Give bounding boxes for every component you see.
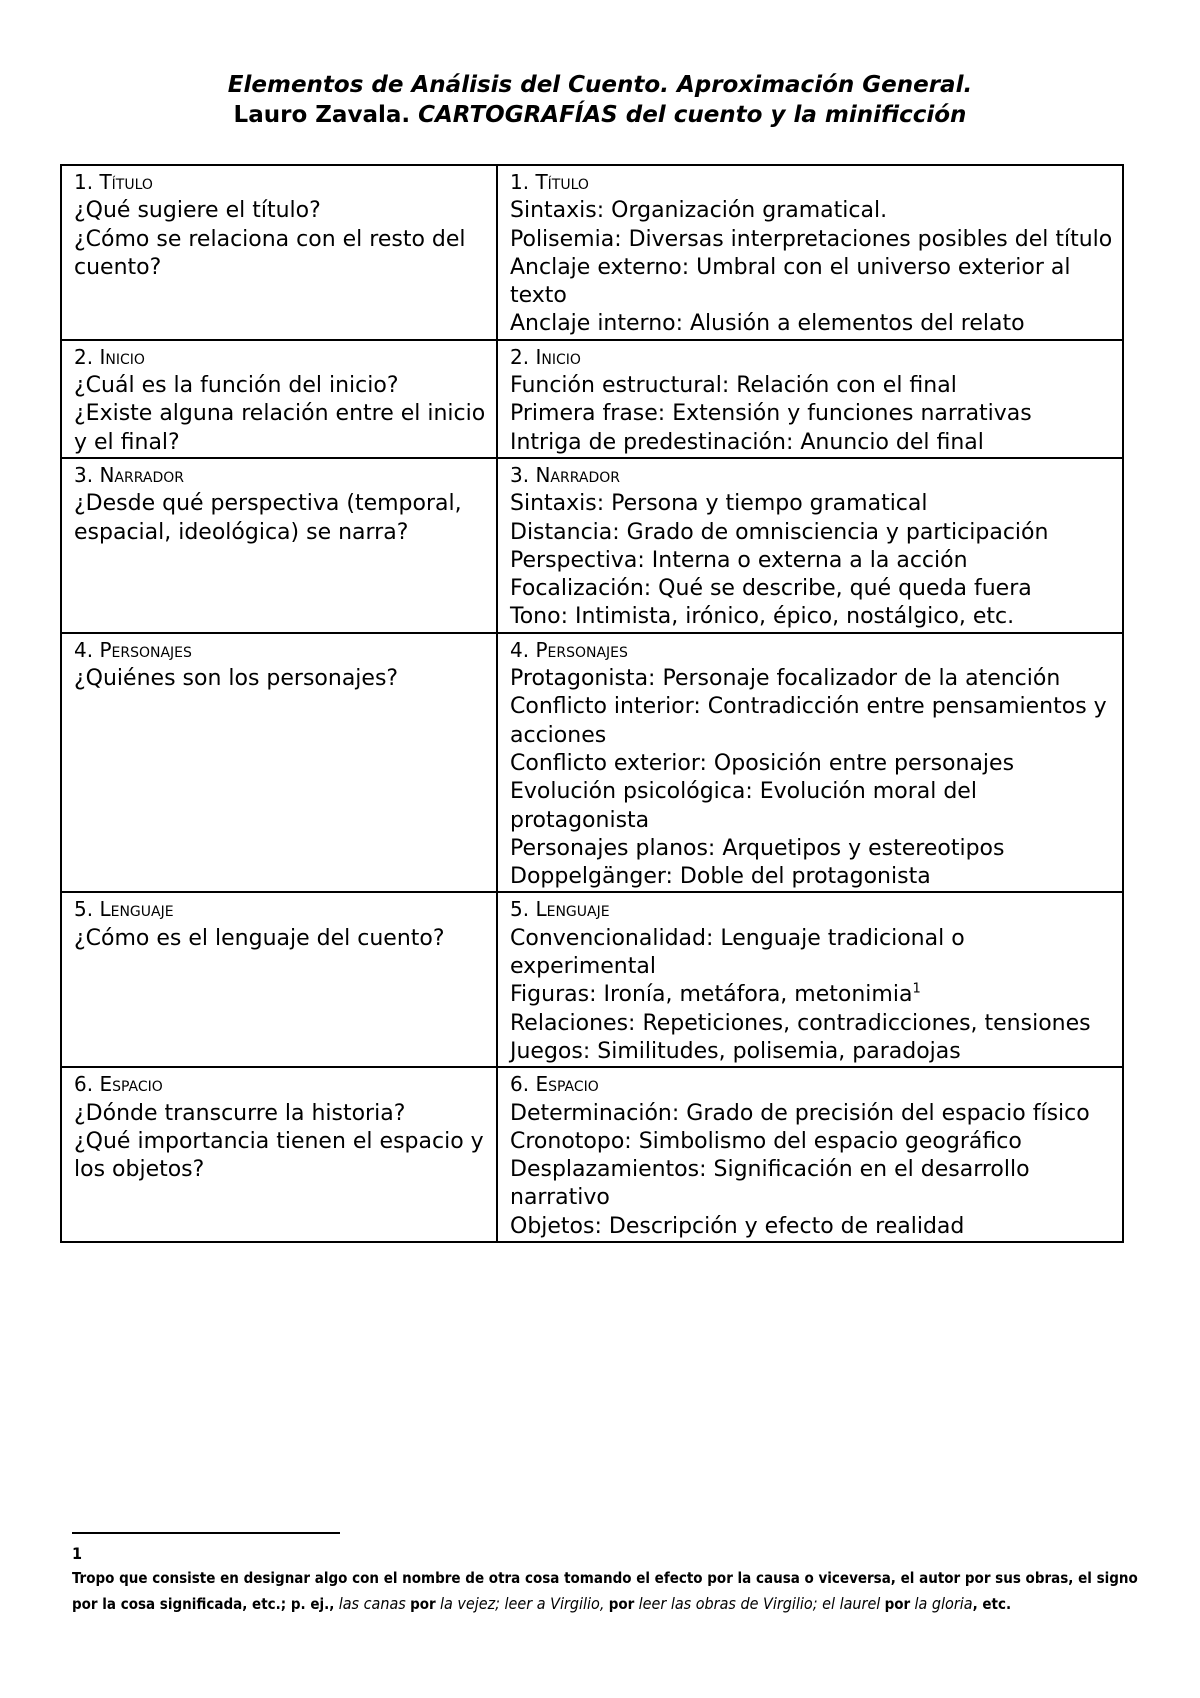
element-text: Anclaje externo: Umbral con el universo exterior al texto <box>510 254 1071 309</box>
table-row <box>61 165 1123 340</box>
question: ¿Cuál es la función del inicio? <box>74 373 399 399</box>
questions-cell <box>61 458 497 633</box>
author: Lauro Zavala. <box>233 102 419 128</box>
question: ¿Desde qué perspectiva (temporal, espacial, ideológica) se narra? <box>74 491 462 545</box>
element-text: Personajes planos: Arquetipos y estereotipos <box>510 835 1005 861</box>
section-title: Espacio <box>535 1072 599 1097</box>
element-text: Función estructural: Relación con el final <box>510 373 957 399</box>
element-text: Desplazamientos: Significación en el desarrollo narrativo <box>510 1157 1030 1211</box>
section-title: Personajes <box>99 637 192 662</box>
section-title: Narrador <box>535 462 620 487</box>
element-item <box>510 778 1114 835</box>
element-item <box>510 1100 1114 1128</box>
element-text: Focalización: Qué se describe, qué queda fuera <box>510 576 1032 602</box>
section-heading <box>510 168 1114 197</box>
book-title: CARTOGRAFÍAS del cuento y la minificción <box>418 102 967 128</box>
footnote <box>72 1541 1140 1617</box>
element-item <box>510 197 1114 225</box>
footnote-example-3: leer las obras de Virgilio; el laurel <box>638 1594 881 1613</box>
element-item <box>510 863 1114 891</box>
element-item <box>510 429 1114 457</box>
section-number: 6. <box>510 1072 536 1097</box>
footnote-text: Tropo que consiste en designar algo con el nombre de otra cosa tomando el efecto por la causa o viceversa, el autor por sus obras, el signo por la cosa significada, etc.; p. ej., <box>72 1569 1138 1613</box>
element-item <box>510 575 1114 603</box>
element-item <box>510 1213 1114 1241</box>
table-row <box>61 1067 1123 1242</box>
section-heading <box>74 343 488 372</box>
questions-cell <box>61 340 497 458</box>
footnote-end: , etc. <box>972 1595 1012 1613</box>
section-heading <box>510 636 1114 665</box>
question: ¿Existe alguna relación entre el inicio y el final? <box>74 401 486 455</box>
questions-cell <box>61 165 497 340</box>
element-text: Cronotopo: Simbolismo del espacio geográfico <box>510 1128 1022 1154</box>
element-item <box>510 1010 1114 1038</box>
table-row <box>61 633 1123 893</box>
element-text: Primera frase: Extensión y funciones narrativas <box>510 401 1032 427</box>
section-title: Espacio <box>99 1072 163 1097</box>
section-number: 4. <box>74 637 100 662</box>
element-item <box>510 372 1114 400</box>
element-item <box>510 925 1114 982</box>
element-item <box>510 519 1114 547</box>
section-number: 6. <box>74 1072 100 1097</box>
footnote-example-4: la gloria <box>914 1594 973 1613</box>
element-item <box>510 1038 1114 1066</box>
section-number: 3. <box>510 462 536 487</box>
element-text: Sintaxis: Organización gramatical. <box>510 198 888 224</box>
document-title <box>0 70 1200 130</box>
element-item <box>510 981 1114 1009</box>
element-item <box>510 750 1114 778</box>
element-text: Protagonista: Personaje focalizador de la atención <box>510 666 1061 692</box>
element-item <box>510 693 1114 750</box>
element-item <box>510 1156 1114 1213</box>
question: ¿Cómo se relaciona con el resto del cuento? <box>74 226 466 280</box>
element-text: Objetos: Descripción y efecto de realidad <box>510 1213 965 1239</box>
table-row <box>61 340 1123 458</box>
element-item <box>510 835 1114 863</box>
element-item <box>510 603 1114 631</box>
element-text: Evolución psicológica: Evolución moral del protagonista <box>510 779 977 833</box>
footnote-por-3: por <box>884 1595 911 1613</box>
footnote-por-1: por <box>410 1595 436 1613</box>
section-number: 5. <box>510 897 536 922</box>
section-title: Lenguaje <box>99 897 174 922</box>
elements-cell <box>497 165 1123 340</box>
questions-cell <box>61 1067 497 1242</box>
section-title: Personajes <box>535 637 628 662</box>
section-number: 2. <box>510 344 536 369</box>
section-title: Título <box>99 170 153 194</box>
section-heading <box>74 168 488 197</box>
element-text: Convencionalidad: Lenguaje tradicional o experimental <box>510 925 965 980</box>
section-number: 5. <box>74 897 100 922</box>
element-text: Perspectiva: Interna o externa a la acción <box>510 547 968 573</box>
analysis-table <box>60 164 1124 1243</box>
question: ¿Qué sugiere el título? <box>74 198 321 224</box>
questions-cell <box>61 892 497 1067</box>
footnote-example-2: la vejez; leer a Virgilio, <box>439 1594 605 1613</box>
element-text: Juegos: Similitudes, polisemia, paradojas <box>510 1038 961 1064</box>
element-text: Figuras: Ironía, metáfora, metonimia <box>510 982 913 1008</box>
elements-cell <box>497 892 1123 1067</box>
questions-cell <box>61 633 497 893</box>
section-title: Lenguaje <box>535 897 610 922</box>
element-text: Distancia: Grado de omnisciencia y participación <box>510 519 1049 545</box>
section-heading <box>510 895 1114 924</box>
element-item <box>510 490 1114 518</box>
element-item <box>510 254 1114 311</box>
element-text: Sintaxis: Persona y tiempo gramatical <box>510 491 928 517</box>
section-heading <box>74 461 488 490</box>
section-heading <box>510 461 1114 490</box>
element-text: Tono: Intimista, irónico, épico, nostálgico, etc. <box>510 604 1015 630</box>
elements-cell <box>497 1067 1123 1242</box>
footnote-divider <box>72 1532 340 1534</box>
element-text: Conflicto exterior: Oposición entre personajes <box>510 750 1015 776</box>
section-title: Inicio <box>535 344 581 369</box>
element-item <box>510 400 1114 428</box>
elements-cell <box>497 340 1123 458</box>
question: ¿Cómo es el lenguaje del cuento? <box>74 925 445 951</box>
element-item <box>510 310 1114 338</box>
question: ¿Qué importancia tienen el espacio y los objetos? <box>74 1128 484 1183</box>
table-row <box>61 458 1123 633</box>
element-text: Intriga de predestinación: Anuncio del final <box>510 429 984 455</box>
element-item <box>510 226 1114 254</box>
footnote-example-1: las canas <box>338 1594 406 1613</box>
section-number: 1. <box>74 170 100 194</box>
section-heading <box>74 895 488 924</box>
element-text: Anclaje interno: Alusión a elementos del relato <box>510 311 1025 337</box>
footnote-reference[interactable]: 1 <box>912 981 921 997</box>
section-heading <box>510 343 1114 372</box>
section-title: Inicio <box>99 344 145 369</box>
element-item <box>510 547 1114 575</box>
title-line-1: Elementos de Análisis del Cuento. Aproximación General. <box>227 72 973 98</box>
question: ¿Dónde transcurre la historia? <box>74 1100 406 1126</box>
footnote-por-2: por <box>608 1595 635 1613</box>
table-row <box>61 892 1123 1067</box>
section-heading <box>74 1070 488 1099</box>
section-number: 1. <box>510 170 536 194</box>
footnote-number: 1 <box>72 1544 83 1563</box>
section-number: 4. <box>510 637 536 662</box>
element-text: Conflicto interior: Contradicción entre pensamientos y acciones <box>510 694 1107 748</box>
question: ¿Quiénes son los personajes? <box>74 666 399 692</box>
element-item <box>510 665 1114 693</box>
section-number: 2. <box>74 344 100 369</box>
element-item <box>510 1128 1114 1156</box>
title-line-2 <box>0 100 1200 130</box>
element-text: Doppelgänger: Doble del protagonista <box>510 864 931 890</box>
section-heading <box>510 1070 1114 1099</box>
section-title: Título <box>535 170 589 194</box>
elements-cell <box>497 633 1123 893</box>
element-text: Determinación: Grado de precisión del espacio físico <box>510 1100 1090 1126</box>
section-title: Narrador <box>99 462 184 487</box>
section-heading <box>74 636 488 665</box>
element-text: Relaciones: Repeticiones, contradicciones, tensiones <box>510 1010 1091 1036</box>
elements-cell <box>497 458 1123 633</box>
section-number: 3. <box>74 462 100 487</box>
element-text: Polisemia: Diversas interpretaciones posibles del título <box>510 226 1113 252</box>
